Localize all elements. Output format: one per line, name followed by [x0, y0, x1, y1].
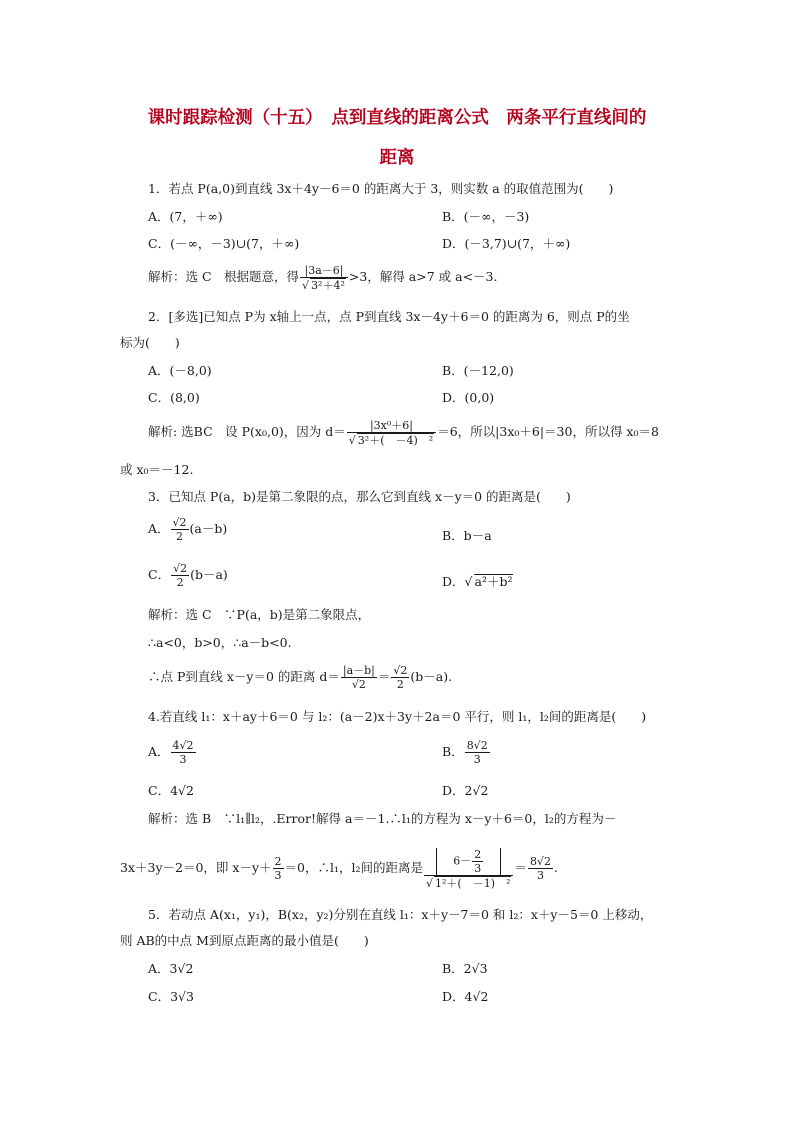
q3-option-c-fraction — [171, 562, 189, 589]
q2-solution-suffix: ＝6，所以|3x₀＋6|＝30，所以得 x₀＝8 — [437, 424, 659, 439]
question-2-stem-line2: 标为( ) — [120, 335, 180, 350]
q4-solution-inner-denominator: 3 — [474, 861, 482, 875]
q4-solution-distance-radicand: 1²＋( －1) ² — [435, 876, 511, 890]
q5-option-a: A．3√2 — [148, 961, 194, 976]
q4-option-b-denominator: 3 — [465, 752, 490, 766]
q1-solution-suffix: >3，解得 a>7 或 a<－3. — [348, 269, 498, 284]
q4-option-a-label: A． — [148, 744, 170, 759]
q3-option-c-denominator: 2 — [171, 575, 189, 589]
q2-option-b: B．(－12,0) — [442, 363, 514, 378]
question-3-stem: 3．已知点 P(a，b)是第二象限的点，那么它到直线 x－y＝0 的距离是( ) — [148, 489, 571, 504]
q4-option-d: D．2√2 — [442, 783, 489, 798]
q3-solution-fraction2-numerator: √2 — [393, 664, 408, 677]
q3-solution-fraction1-numerator: |a－b| — [342, 664, 375, 677]
q4-option-a-fraction — [171, 739, 196, 766]
q3-solution-fraction1 — [341, 664, 377, 691]
q4-solution-distance-numerator — [436, 848, 501, 875]
q2-solution-numerator: |3x⁰＋6| — [369, 418, 413, 432]
q3-solution-fraction1-denominator: √2 — [341, 677, 377, 691]
q3-solution-line2: ∴a<0，b>0，∴a－b<0. — [148, 635, 292, 650]
q4-solution-two-thirds-denominator: 3 — [274, 869, 282, 882]
q3-solution-line3-prefix: ∴点 P到直线 x－y＝0 的距离 d＝ — [148, 669, 340, 684]
q2-option-a: A．(－8,0) — [148, 363, 212, 378]
q4-solution-line2-prefix: 3x＋3y－2＝0，即 x－y＋ — [120, 860, 272, 875]
q3-option-a-label: A． — [148, 521, 170, 536]
q3-option-d-radicand: a²＋b² — [474, 574, 513, 589]
q3-option-a-denominator: 2 — [171, 529, 189, 543]
q4-option-b-numerator: 8√2 — [466, 739, 488, 752]
page-title-line1: 课时跟踪检测（十五） 点到直线的距离公式 两条平行直线间的 — [147, 108, 647, 128]
q4-solution-inner-numerator: 2 — [474, 847, 482, 861]
q3-option-a-expression: (a－b) — [189, 521, 228, 536]
q4-solution-inner-fraction — [472, 848, 483, 875]
q1-option-c: C．(－∞，－3)∪(7，＋∞) — [148, 236, 300, 251]
q3-solution-line1: 解析：选 C ∵P(a，b)是第二象限点， — [148, 607, 371, 622]
q3-option-c — [148, 558, 228, 592]
q4-solution-two-thirds — [273, 855, 284, 882]
question-5-stem-line2: 则 AB的中点 M到原点距离的最小值是( ) — [120, 933, 369, 948]
q3-option-c-numerator: √2 — [173, 562, 188, 575]
q1-option-d: D．(－3,7)∪(7，＋∞) — [442, 236, 571, 251]
q4-solution-line2: 3x＋3y－2＝0，即 x－y＋ $\frac{2}{3}$ ＝0，∴l₁，l₂间的距离是 6－ $\frac{2}{3}$ √ 1²＋( －1) ² ＝ $\frac{8√2}{3}$ . — [120, 847, 558, 890]
q4-solution-line1: 解析：选 B ∵l₁∥l₂，.Error!解得 a＝－1.∴l₁的方程为 x－y＋6＝0，l₂的方程为－ — [148, 811, 617, 826]
q3-option-d: D．√ a²＋b² — [442, 574, 513, 589]
q4-solution-result-numerator: 8√2 — [529, 855, 551, 868]
question-1-stem: 1．若点 P(a,0)到直线 3x＋4y－6＝0 的距离大于 3，则实数 a 的取值范围为( ) — [148, 181, 614, 196]
question-5-stem-line1: 5．若动点 A(x₁，y₁)，B(x₂，y₂)分别在直线 l₁：x＋y－7＝0 和 l₂：x＋y－5＝0 上移动， — [148, 907, 653, 922]
q3-option-a — [148, 512, 227, 546]
q4-solution-distance-numerator-prefix: 6－ — [453, 854, 472, 867]
q4-solution-result-fraction — [528, 855, 553, 882]
q1-solution-numerator: |3a－6| — [304, 263, 344, 277]
q3-option-d-label: D． — [442, 574, 465, 589]
q4-solution-distance-fraction — [424, 848, 513, 890]
q3-option-a-fraction — [171, 516, 189, 543]
q2-solution-prefix: 解析: 选BC 设 P(x₀,0)，因为 d＝ — [148, 424, 346, 439]
question-4-stem: 4.若直线 l₁：x＋ay＋6＝0 与 l₂：(a－2)x＋3y＋2a＝0 平行，则 l₁，l₂间的距离是( ) — [148, 709, 647, 724]
q5-option-d: D．4√2 — [442, 989, 489, 1004]
page-title-line2: 距离 — [379, 148, 415, 168]
q1-solution-prefix: 解析：选 C 根据题意，得 — [148, 269, 300, 284]
q3-option-b: B．b－a — [442, 528, 492, 543]
q1-solution — [148, 262, 497, 292]
q1-solution-fraction — [300, 264, 348, 292]
q2-solution — [148, 416, 659, 448]
q1-solution-denominator: √ 3²＋4² — [300, 277, 348, 292]
q4-solution-period: . — [553, 860, 558, 875]
q4-solution-two-thirds-numerator: 2 — [274, 855, 282, 868]
q1-option-a: A．(7，＋∞) — [148, 209, 223, 224]
q3-solution-line3-suffix: (b－a). — [410, 669, 453, 684]
q4-option-b-fraction — [465, 739, 490, 766]
q3-option-c-label: C． — [148, 567, 171, 582]
q2-option-c: C．(8,0) — [148, 390, 200, 405]
q2-solution-line2: 或 x₀＝－12. — [120, 462, 194, 477]
q2-solution-denominator: √ 3²＋( －4) ² — [347, 432, 436, 447]
q4-solution-line2-middle: ＝0，∴l₁，l₂间的距离是 — [284, 860, 423, 875]
q5-option-b: B．2√3 — [442, 961, 488, 976]
q2-option-d: D．(0,0) — [442, 390, 495, 405]
q4-solution-result-denominator: 3 — [528, 868, 553, 882]
q4-option-a-denominator: 3 — [171, 752, 196, 766]
question-2-stem-line1: 2．[多选]已知点 P为 x轴上一点，点 P到直线 3x－4y＋6＝0 的距离为 6，则点 P的坐 — [148, 309, 630, 324]
q5-option-c: C．3√3 — [148, 989, 194, 1004]
q4-option-b — [442, 732, 491, 772]
q3-solution-line3: ∴点 P到直线 x－y＝0 的距离 d＝ $\frac{|a-b|}{√2}$ ＝ $\frac{√2}{2}$ (b－a). — [148, 664, 453, 691]
q1-option-b: B．(－∞，－3) — [442, 209, 530, 224]
q3-option-c-expression: (b－a) — [190, 567, 228, 582]
q2-solution-radicand: 3²＋( －4) ² — [357, 433, 434, 447]
q1-solution-radicand: 3²＋4² — [311, 278, 345, 292]
q4-option-a — [148, 732, 197, 772]
q3-solution-fraction2-denominator: 2 — [391, 677, 409, 691]
q4-option-a-numerator: 4√2 — [172, 739, 194, 752]
q4-option-b-label: B． — [442, 744, 464, 759]
q4-option-c: C．4√2 — [148, 783, 194, 798]
q2-solution-fraction — [347, 419, 436, 447]
q3-option-a-numerator: √2 — [172, 516, 187, 529]
q3-solution-fraction2 — [391, 664, 409, 691]
q4-solution-distance-denominator: √ 1²＋( －1) ² — [424, 875, 513, 890]
